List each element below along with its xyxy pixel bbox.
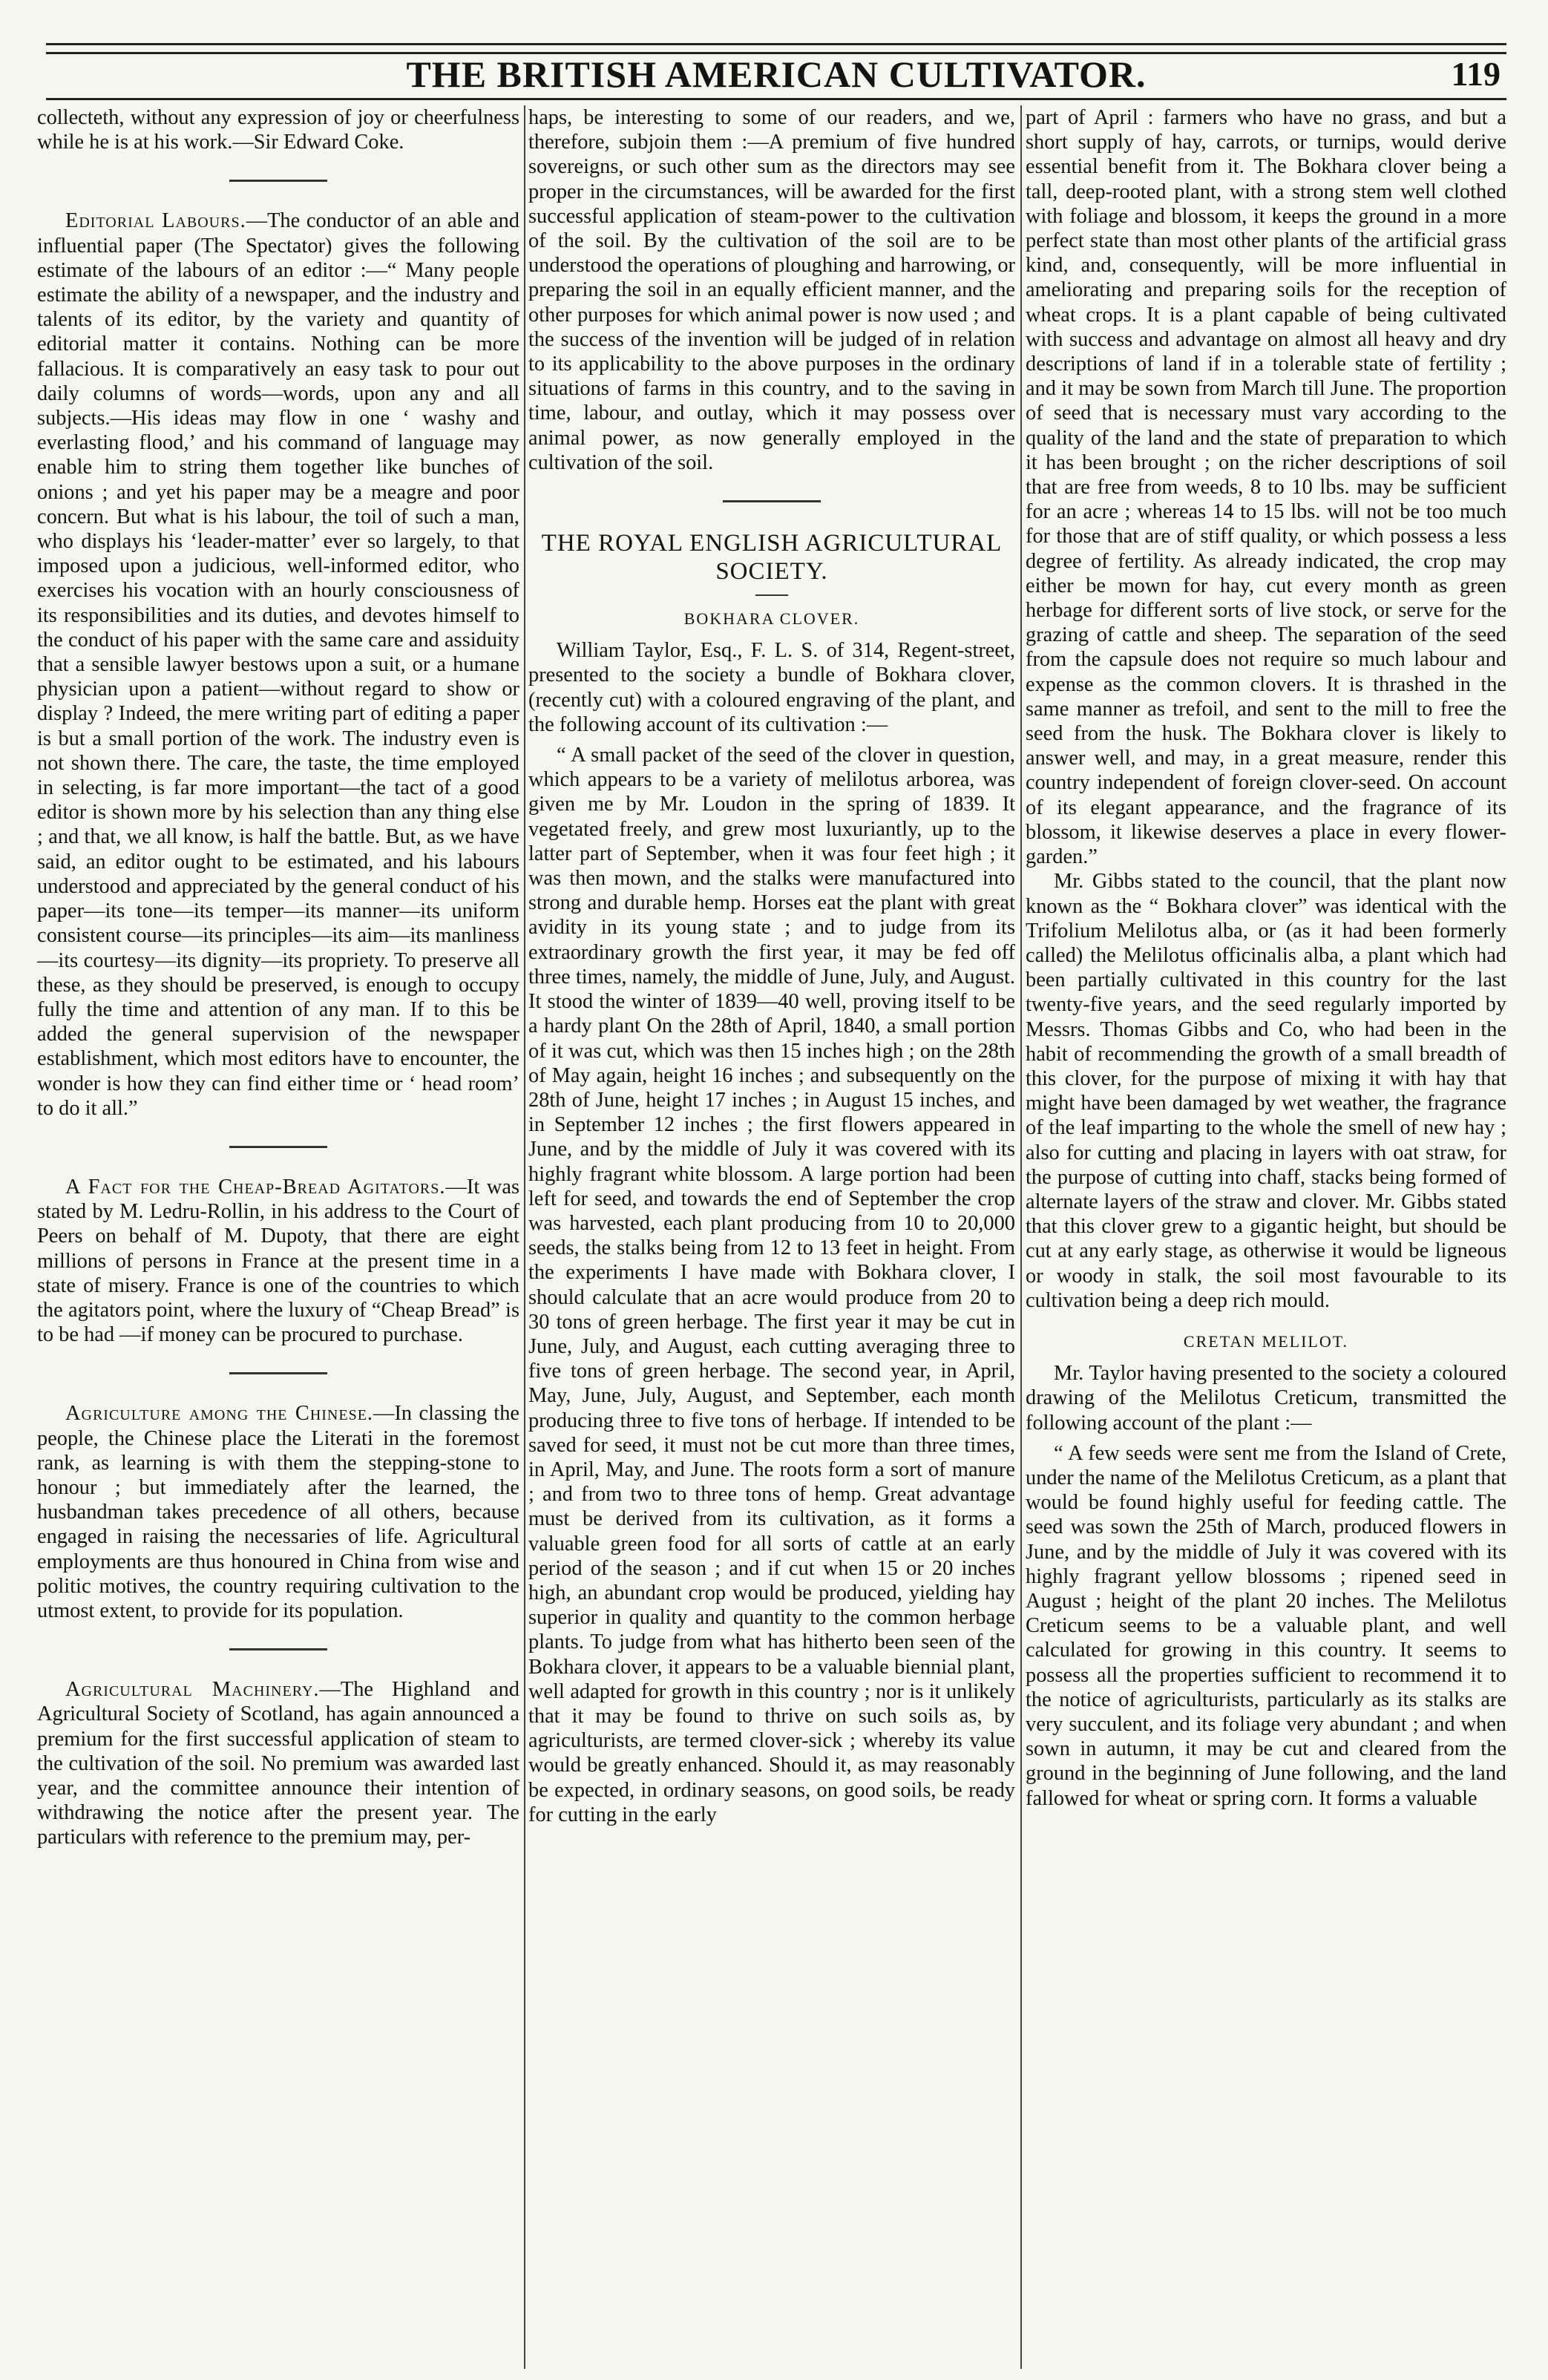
short-rule <box>755 594 788 596</box>
subheading: BOKHARA CLOVER. <box>683 609 860 629</box>
taylor-intro: William Taylor, Esq., F. L. S. of 314, Regent-street, presented to the society a bundle of Bokhara clover, (recently cut) with a coloured engraving of the plant, and the following account of its cultivation :— <box>528 639 1015 736</box>
continued-paragraph: haps, be interesting to some of our readers, and we, therefore, subjoin them :—A premium of five hundred sovereigns, or such other sum as the directors may see proper in the circumstances, will be awarded for the first successful application of steam-power to the cultivation of the soil. By the cultivation of the soil are to be understood the operations of ploughing and harrowing, or preparing the soil in an equally efficient manner, and the other purposes for which animal power is now used ; and the success of the invention will be judged of in relation to its applicability to the above purposes in the ordinary situations of farms in this country, and to the saving in time, labour, and outlay, which it may possess over animal power, as now generally employed in the cultivation of the soil. <box>528 106 1015 474</box>
subheading: CRETAN MELILOT. <box>1183 1331 1349 1351</box>
article-body: —The conductor of an able and influential paper (The Spectator) gives the following estimate of the labours of an editor :—“ Many people estimate the ability of a newspaper, and the industry and talents of its editor, by the variety and quantity of editorial matter it contains. Nothing can be more fallacious. It is comparatively an easy task to pour out daily columns of words—words, upon any and all subjects.—His ideas may flow in one ‘ washy and everlasting flood,’ and his command of language may enable him to string them together like bunches of onions ; and yet his paper may be a meagre and poor concern. But what is his labour, the toil of such a man, who displays his ‘leader-matter’ ever so largely, to that imposed upon a judicious, well-informed editor, who exercises his vocation with an hourly consciousness of its responsibilities and its duties, and devotes himself to the conduct of his paper with the same care and assiduity that a sensible lawyer bestows upon a suit, or a humane physician upon a patient—without regard to show or display ? Indeed, the mere writing part of editing a paper is but a small portion of the work. The industry even is not shown there. The care, the taste, the time employed in selecting, is far more important—the tact of a good editor is shown more by his selection than any thing else ; and that, we all know, is half the battle. But, as we have said, an editor ought to be estimated, and his labours understood and appreciated by the general conduct of his paper—its tone—its temper—its manner—its uniform consistent course—its principles—its aim—its manliness—its courtesy—its dignity—its propriety. To preserve all these, as they should be preserved, is enough to occupy fully the time and attention of any man. If to this be added the general supervision of the newspaper establishment, which most editors have to encounter, the wonder is how they can find either time or ‘ head room’ to do it all.” <box>37 209 519 1120</box>
section-separator <box>229 1146 327 1148</box>
section-separator <box>229 1372 327 1374</box>
gibbs-paragraph: Mr. Gibbs stated to the council, that the plant now known as the “ Bokhara clover” was identical with the Trifolium Melilotus alba, or (as it had been formerly called) the Melilotus officinalis alba, a plant which had been partially cultivated in this country for the last twenty-five years, and the seed regularly imported by Messrs. Thomas Gibbs and Co, who had been in the habit of recommending the growth of a small breadth of this clover, for the purpose of mixing it with hay that might have been damaged by wet weather, the fragrance of the leaf imparting to the whole the smell of new hay ; also for cutting and placing in layers with oat straw, for the purpose of cutting into chaff, stacks being formed of alternate layers of the straw and clover. Mr. Gibbs stated that this clover grew to a gigantic height, but should be cut at any early stage, as otherwise it would be ligneous or woody in stalk, the soil most favourable to its cultivation being a deep rich mould. <box>1026 870 1506 1312</box>
article-agricultural-machinery <box>37 1677 519 1849</box>
continued-paragraph: collecteth, without any expression of joy or cheerfulness while he is at his work.—Sir Edward Coke. <box>37 106 519 154</box>
column-1 <box>37 105 519 2369</box>
section-separator <box>229 180 327 182</box>
masthead-double-rule <box>46 43 1506 54</box>
cretan-intro: Mr. Taylor having presented to the society a coloured drawing of the Melilotus Creticum, transmitted the following account of the plant :— <box>1026 1362 1506 1435</box>
column-rule <box>1020 105 1022 2369</box>
article-body: —It was stated by M. Ledru-Rollin, in his address to the Court of Peers on behalf of M. Dupoty, that there are eight millions of persons in France at the present time in a state of misery. France is one of the countries to which the agitators point, where the luxury of “Cheap Bread” is to be had —if money can be procured to purchase. <box>37 1175 519 1347</box>
page-number: 119 <box>1451 55 1501 93</box>
publication-title: THE BRITISH AMERICAN CULTIVATOR. <box>406 53 1147 95</box>
article-body: —In classing the people, the Chinese place the Literati in the foremost rank, as learning is with them the stepping-stone to honour ; but immediately after the learned, the husbandman takes precedence of all others, because engaged in raising the necessaries of life. Agricultural employments are thus honoured in China from wise and politic motives, the country requiring cultivation to the utmost extent, to provide for its population. <box>37 1402 519 1622</box>
column-2 <box>528 105 1015 2369</box>
article-editorial-labours <box>37 209 519 1121</box>
article-title: Editorial Labours. <box>65 209 246 233</box>
column-rule <box>524 105 525 2369</box>
article-title: Agricultural Machinery. <box>65 1678 320 1702</box>
section-separator <box>723 500 821 502</box>
continued-paragraph: part of April : farmers who have no grass, and but a short supply of hay, carrots, or turnips, would derive essential benefit from it. The Bokhara clover being a tall, deep-rooted plant, with a strong stem well clothed with foliage and blossom, it keeps the ground in a more perfect state than most other plants of the artificial grass kind, and, consequently, will be more influential in ameliorating and preparing soils for the reception of wheat crops. It is a plant capable of being cultivated with success and advantage on almost all heavy and dry descriptions of land if in a tolerable state of fertility ; and it may be sown from March till June. The proportion of seed that is necessary must vary according to the quality of the land and the state of preparation to which it has been brought ; on the richer descriptions of soil that are free from weeds, 8 to 10 lbs. may be sufficient for an acre ; whereas 14 to 15 lbs. will not be too much for those that are of stiff quality, or which possess a less degree of fertility. As already indicated, the crop may either be mown for hay, cut every month as green herbage for different sorts of live stock, or serve for the grazing of cattle and sheep. The separation of the seed from the capsule does not require so much labour and expense as the common clovers. It is thrashed in the same manner as trefoil, and sent to the mill to free the seed from the husk. The Bokhara clover is likely to answer well, and may, in a great measure, render this country independent of foreign clover-seed. On account of its elegant appearance, and the fragrance of its blossom, it likewise deserves a place in every flower-garden.” <box>1026 106 1506 869</box>
section-separator <box>229 1648 327 1650</box>
article-title: A Fact for the Cheap-Bread Agitators. <box>65 1175 446 1199</box>
masthead <box>46 53 1506 96</box>
masthead-rule <box>46 98 1506 100</box>
column-3 <box>1026 105 1506 2369</box>
article-body: —The Highland and Agricultural Society of Scotland, has again announced a premium for the first successful application of steam to the cultivation of the soil. No premium was awarded last year, and the committee announce their intention of withdrawing the notice after the present year. The particulars with reference to the premium may, per- <box>37 1678 519 1849</box>
section-heading: THE ROYAL ENGLISH AGRICULTURAL SOCIETY. <box>541 530 1003 586</box>
cretan-quote: “ A few seeds were sent me from the Island of Crete, under the name of the Melilotus Creticum, as a plant that would be found highly useful for feeding cattle. The seed was sown the 25th of March, produced flowers in June, and by the middle of July it was covered with its highly fragrant yellow blossoms ; ripened seed in August ; height of the plant 20 inches. The Melilotus Creticum seems to be a valuable plant, and well calculated for growing in this country. It seems to possess all the properties sufficient to recommend it to the notice of agriculturists, particularly as its stalks are very succulent, and its foliage very abundant ; and when sown in autumn, it may be cut and cleared from the ground in the beginning of June following, and the land fallowed for wheat or spring corn. It forms a valuable <box>1026 1441 1506 1810</box>
article-cheap-bread <box>37 1175 519 1347</box>
article-agriculture-chinese <box>37 1401 519 1623</box>
bokhara-quote: “ A small packet of the seed of the clover in question, which appears to be a variety of melilotus arborea, was given me by Mr. Loudon in the spring of 1839. It vegetated freely, and grew most luxuriantly, up to the latter part of September, when it was four feet high ; it was then mown, and the stalks were manufactured into strong and durable hemp. Horses eat the plant with great avidity in its young state ; and to judge from its extraordinary growth the first year, it may be fed off three times, namely, the middle of June, July, and August. It stood the winter of 1839—40 well, proving itself to be a hardy plant On the 28th of April, 1840, a small portion of it was cut, which was then 15 inches high ; on the 28th of May again, height 16 inches ; and subsequently on the 28th of June, height 17 inches ; in August 15 inches, and in September 12 inches ; the first flowers appeared in June, and by the middle of July it was covered with its highly fragrant white blossom. A large portion had been left for seed, and towards the end of September the crop was harvested, each plant producing from 10 to 20,000 seeds, the stalks being from 12 to 13 feet in height. From the experiments I have made with Bokhara clover, I should calculate that an acre would produce from 20 to 30 tons of green herbage. The first year it may be cut in June, July, and August, each cutting averaging three to five tons of green herbage. The second year, in April, May, June, July, August, and September, each month producing three to five tons of herbage. If intended to be saved for seed, it must not be cut more than three times, in April, May, and June. The roots form a sort of manure ; and from two to three tons of hemp. Great advantage must be derived from its cultivation, as it forms a valuable green food for all sorts of cattle at an early period of the season ; and if cut when 15 or 20 inches high, an abundant crop would be produced, yielding hay superior in quality and quantity to the common herbage plants. To judge from what has hitherto been seen of the Bokhara clover, it appears to be a valuable biennial plant, well adapted for growth in this country ; nor is it unlikely that it may be found to thrive on such soils as, by agriculturists, are termed clover-sick ; whereby its value would be greatly enhanced. Should it, as may reasonably be expected, in ordinary seasons, on good soils, be ready for cutting in the early <box>528 744 1015 1826</box>
article-title: Agriculture among the Chinese. <box>65 1402 374 1426</box>
